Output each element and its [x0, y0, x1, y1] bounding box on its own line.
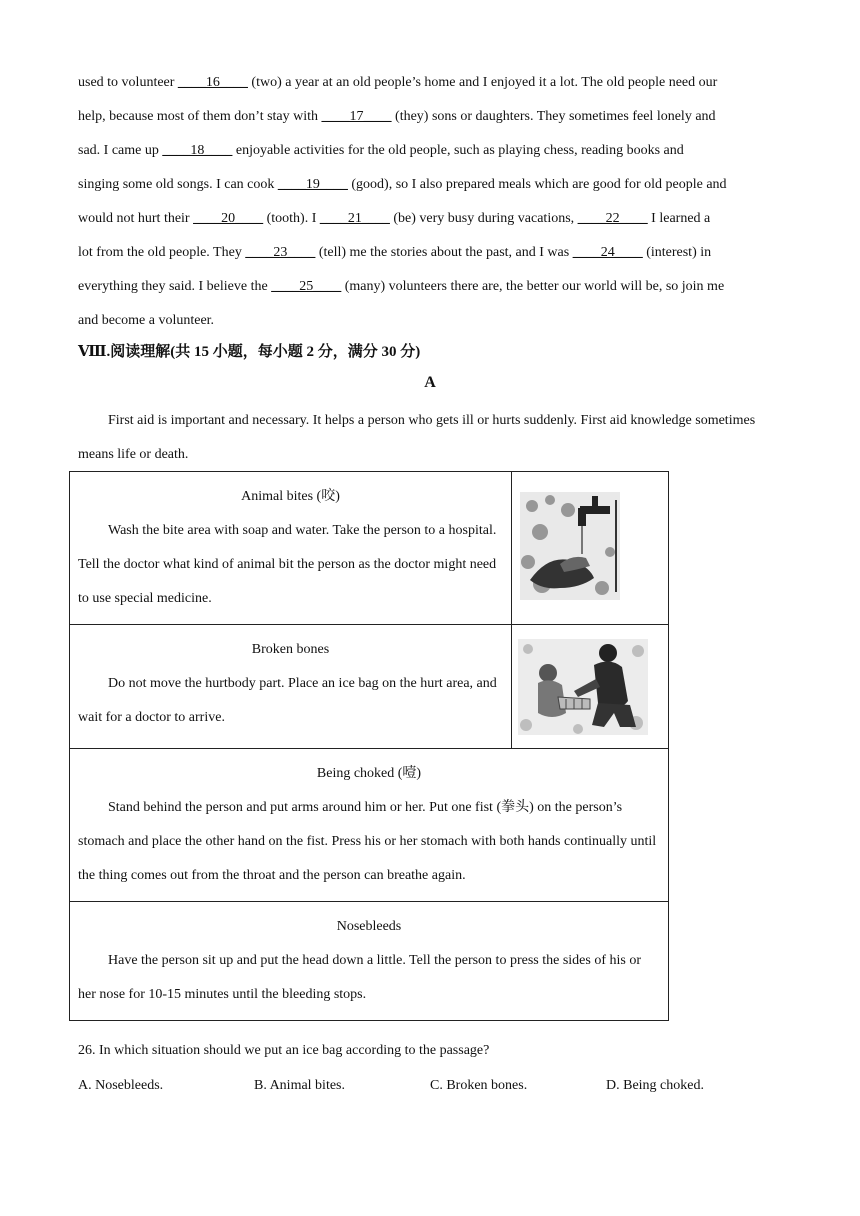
row-image-cell — [512, 625, 669, 749]
blank-25: ____25____ — [271, 279, 342, 294]
cloze-text: singing some old songs. I can cook — [78, 177, 278, 192]
option-a[interactable]: A. Nosebleeds. — [78, 1078, 164, 1093]
cloze-text: enjoyable activities for the old people, such as playing chess, reading books and — [232, 143, 684, 158]
option-b[interactable]: B. Animal bites. — [254, 1078, 345, 1093]
cloze-text: (be) very busy during vacations, — [389, 211, 578, 226]
cloze-text: (many) volunteers there are, the better our world will be, so join me — [341, 279, 725, 294]
cloze-line — [78, 134, 788, 168]
blank-23: ____23____ — [245, 245, 316, 260]
washing-hands-illustration — [512, 472, 668, 600]
cloze-line — [78, 168, 788, 202]
row-text-cell — [70, 749, 669, 902]
blank-20: ____20____ — [193, 211, 264, 226]
blank-16: ____16____ — [177, 75, 248, 90]
helping-injured-illustration — [512, 625, 668, 735]
row-title: Broken bones — [251, 642, 330, 657]
table-row — [70, 749, 669, 902]
row-body: Stand behind the person and put arms around him or her. Put one fist (拳头) on the person’s stomach and place the other hand on the fist. Press his or her stomach with both hands continually until the thing comes out from the throat and the person can breathe again. — [78, 800, 657, 883]
cloze-text: (two) a year at an old people’s home and I enjoyed it a lot. The old people need our — [247, 75, 718, 90]
cloze-text: (tooth). I — [263, 211, 320, 226]
cloze-line — [78, 236, 788, 270]
passage-letter: A — [424, 374, 436, 391]
section-heading: Ⅷ.阅读理解(共 15 小题，每小题 2 分，满分 30 分) — [78, 344, 421, 360]
row-image-cell — [512, 472, 669, 625]
blank-21: ____21____ — [319, 211, 390, 226]
passage-intro: First aid is important and necessary. It helps a person who gets ill or hurts suddenly. First aid knowledge sometimes means life or death. — [78, 413, 756, 462]
first-aid-table — [69, 471, 669, 1021]
option-d[interactable]: D. Being choked. — [606, 1078, 704, 1093]
cloze-text: everything they said. I believe the — [78, 279, 272, 294]
blank-17: ____17____ — [321, 109, 392, 124]
cloze-text: I learned a — [647, 211, 711, 226]
table-row — [70, 625, 669, 749]
cloze-text: lot from the old people. They — [78, 245, 246, 260]
cloze-line — [78, 270, 788, 304]
cloze-text: (they) sons or daughters. They sometimes feel lonely and — [391, 109, 716, 124]
question-stem: 26. In which situation should we put an ice bag according to the passage? — [78, 1043, 490, 1058]
row-body: Have the person sit up and put the head down a little. Tell the person to press the sides of his or her nose for 10-15 minutes until the bleeding stops. — [78, 953, 641, 1002]
table-row — [70, 472, 669, 625]
cloze-text: (good), so I also prepared meals which are good for old people and — [347, 177, 727, 192]
cloze-text: would not hurt their — [78, 211, 194, 226]
row-text-cell — [70, 472, 512, 625]
blank-19: ____19____ — [277, 177, 348, 192]
cloze-line — [78, 202, 788, 236]
cloze-text: sad. I came up — [78, 143, 163, 158]
cloze-line — [78, 304, 788, 338]
cloze-text: used to volunteer — [78, 75, 178, 90]
row-title: Nosebleeds — [336, 919, 402, 934]
row-title: Being choked (噎) — [316, 766, 422, 781]
table-row — [70, 902, 669, 1021]
cloze-line — [78, 100, 788, 134]
blank-18: ____18____ — [162, 143, 233, 158]
cloze-line — [78, 66, 788, 100]
cloze-text: (interest) in — [642, 245, 712, 260]
blank-24: ____24____ — [572, 245, 643, 260]
option-c[interactable]: C. Broken bones. — [430, 1078, 528, 1093]
row-body: Do not move the hurtbody part. Place an ice bag on the hurt area, and wait for a doctor to arrive. — [78, 676, 497, 725]
row-body: Wash the bite area with soap and water. Take the person to a hospital. Tell the doctor what kind of animal bit the person as the doctor might need to use special medicine. — [78, 523, 497, 606]
row-text-cell — [70, 625, 512, 749]
cloze-text: help, because most of them don’t stay with — [78, 109, 322, 124]
cloze-text: and become a volunteer. — [78, 313, 215, 328]
row-title: Animal bites (咬) — [241, 489, 340, 504]
cloze-text: (tell) me the stories about the past, and I was — [315, 245, 573, 260]
row-text-cell — [70, 902, 669, 1021]
blank-22: ____22____ — [577, 211, 648, 226]
